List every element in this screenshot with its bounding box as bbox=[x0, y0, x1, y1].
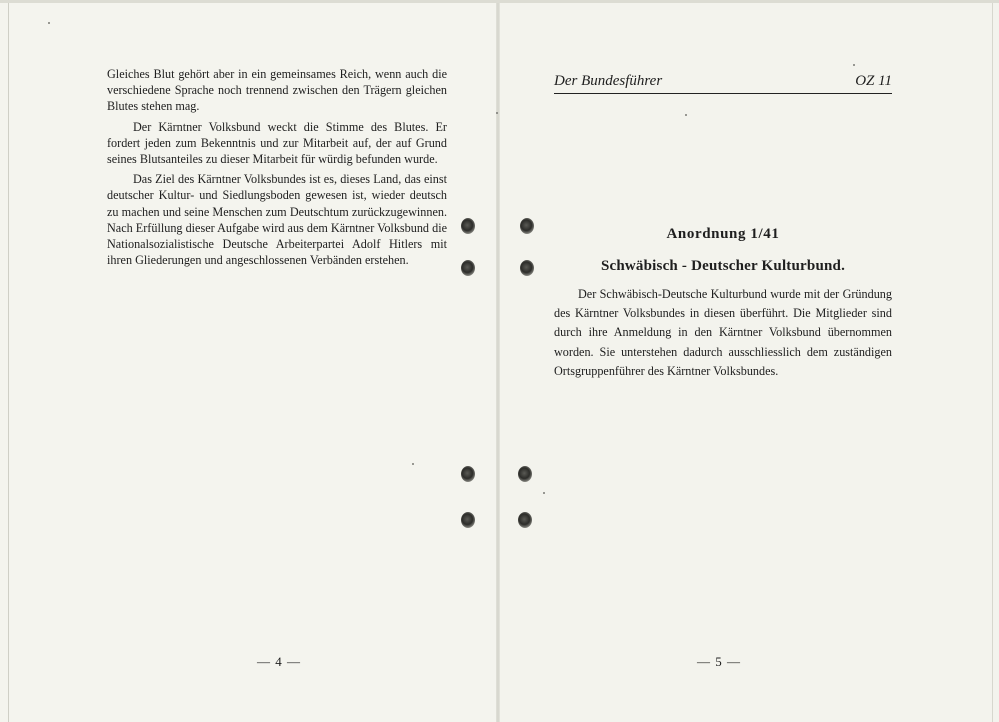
running-header bbox=[554, 71, 892, 94]
left-paragraph-1: Gleiches Blut gehört aber in ein gemeinsames Reich, wenn auch die verschiedene Sprache noch trennend zwischen den Trägern gleichen Blutes stehen mag. bbox=[107, 67, 447, 114]
paper-speck bbox=[543, 492, 545, 494]
punch-hole-icon bbox=[520, 260, 534, 276]
right-page-text bbox=[554, 285, 892, 381]
paper-speck bbox=[685, 114, 687, 116]
paper-speck bbox=[48, 22, 50, 24]
top-paper-edge bbox=[0, 0, 999, 3]
left-paragraph-2: Der Kärntner Volksbund weckt die Stimme des Blutes. Er fordert jeden zum Bekenntnis und zur Mitarbeit auf, der auf Grund seines Blutsanteiles zu dieser Mitarbeit für würdig befunden wurde. bbox=[107, 119, 447, 167]
left-paper-edge bbox=[8, 0, 9, 722]
left-page-number: — 4 — bbox=[257, 654, 301, 669]
punch-hole-icon bbox=[520, 218, 534, 234]
punch-hole-icon bbox=[461, 260, 475, 276]
right-page-number: — 5 — bbox=[697, 654, 741, 669]
punch-hole-icon bbox=[518, 512, 532, 528]
page-gutter bbox=[496, 0, 500, 722]
right-paragraph: Der Schwäbisch-Deutsche Kulturbund wurde mit der Gründung des Kärntner Volksbundes in diesen überführt. Die Mitglieder sind durch ihre Anmeldung in den Kärntner Volksbund übernommen worden. Sie unterstehen dadurch ausschliesslich dem zuständigen Ortsgruppenführer des Kärntner Volksbundes. bbox=[554, 287, 892, 378]
order-title: Anordnung 1/41 bbox=[666, 226, 780, 242]
running-header-code: OZ 11 bbox=[855, 73, 892, 89]
paper-speck bbox=[853, 64, 855, 66]
punch-hole-icon bbox=[461, 466, 475, 482]
paper-speck bbox=[412, 463, 414, 465]
left-paragraph-3: Das Ziel des Kärntner Volksbundes ist es, dieses Land, das einst deutscher Kultur- und Siedlungsboden gewesen ist, wieder deutsch zu machen und seine Menschen zum Deutschtum zurückzugewinnen. Nach Erfüllung dieser Aufgabe wird aus dem Kärntner Volksbund die Nationalsozialistische Deutsche Arbeiterpartei Adolf Hitlers mit ihren Gliederungen und angeschlossenen Verbänden erstehen. bbox=[107, 172, 447, 268]
right-paper-edge bbox=[992, 0, 993, 722]
order-subtitle: Schwäbisch - Deutscher Kulturbund. bbox=[600, 258, 846, 274]
paper-speck bbox=[496, 112, 498, 114]
punch-hole-icon bbox=[518, 466, 532, 482]
left-page-text bbox=[107, 66, 447, 272]
punch-hole-icon bbox=[461, 512, 475, 528]
running-header-title: Der Bundesführer bbox=[554, 73, 663, 89]
punch-hole-icon bbox=[461, 218, 475, 234]
